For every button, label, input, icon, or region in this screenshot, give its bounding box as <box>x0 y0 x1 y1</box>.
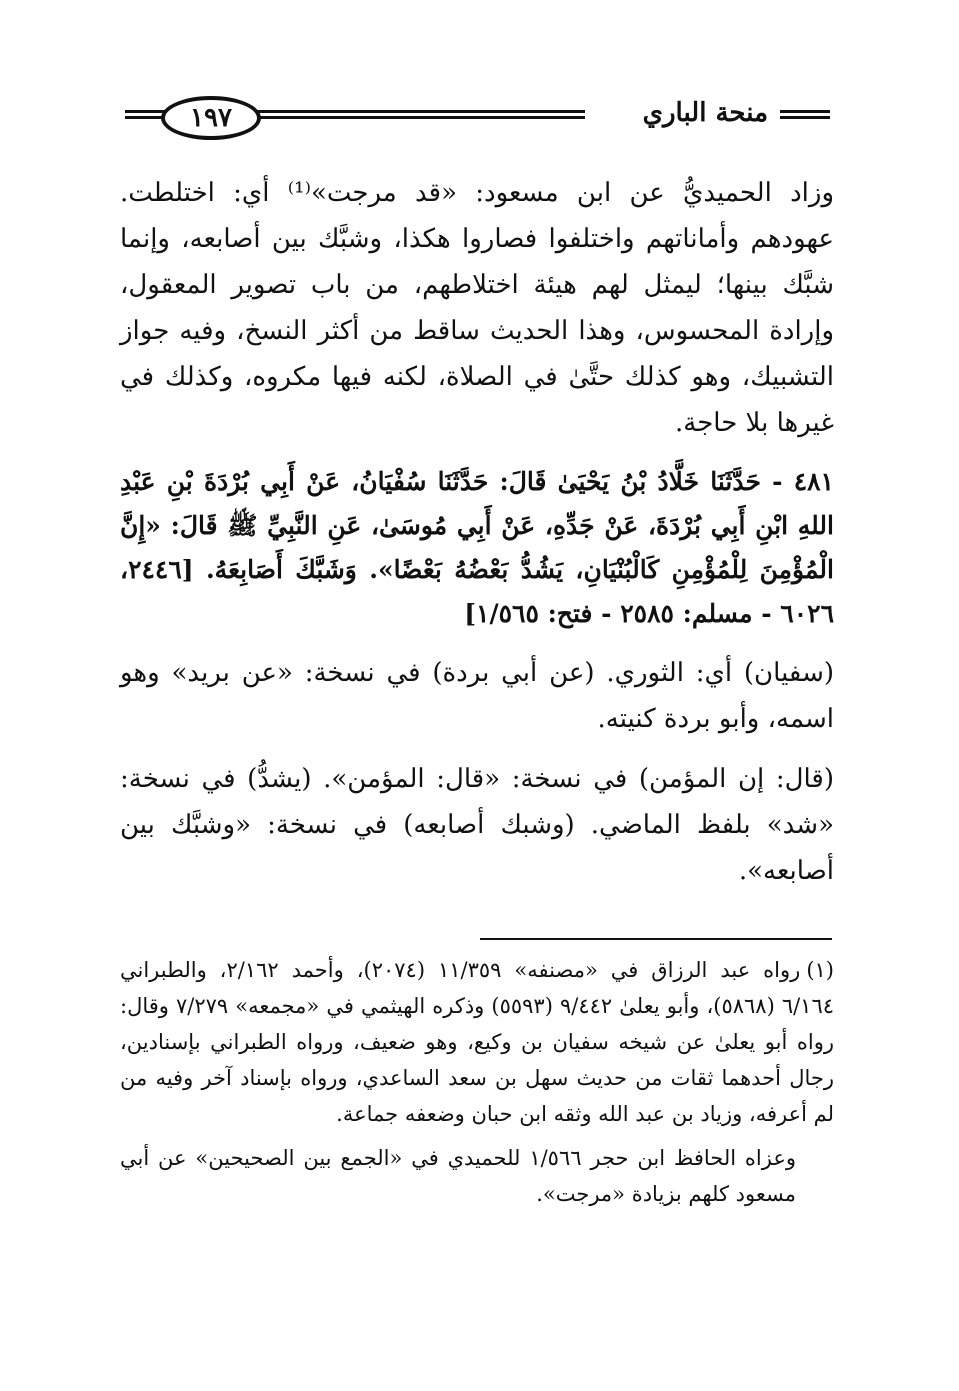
hadith-text: ٤٨١ - حَدَّثَنَا خَلَّادُ بْنُ يَحْيَىٰ قَالَ: حَدَّثَنَا سُفْيَانُ، عَنْ أَبِي بُرْدَةَ بْنِ عَبْدِ اللهِ ابْنِ أَبِي بُرْدَةَ، عَنْ جَدِّهِ، عَنْ أَبِي مُوسَىٰ، عَنِ النَّبِيِّ ﷺ قَالَ: «إِنَّ الْمُؤْمِنَ لِلْمُؤْمِنِ كَالْبُنْيَانِ، يَشُدُّ بَعْضُهُ بَعْضًا». وَشَبَّكَ أَصَابِعَهُ. [٢٤٤٦، ٦٠٢٦ - مسلم: ٢٥٨٥ - فتح: ١/٥٦٥] <box>120 467 834 628</box>
main-text <box>120 170 834 908</box>
header-rule-right <box>780 110 830 122</box>
footnote-continuation: وعزاه الحافظ ابن حجر ١/٥٦٦ للحميدي في «الجمع بين الصحيحين» عن أبي مسعود كلهم بزيادة «مرجت». <box>120 1146 797 1206</box>
page-header <box>125 92 830 152</box>
footnote-number: (١) <box>806 958 834 982</box>
footnote-text: رواه عبد الرزاق في «مصنفه» ١١/٣٥٩ (٢٠٧٤)، وأحمد ٢/١٦٢، والطبراني ٦/١٦٤ (٥٨٦٨)، وأبو يعلىٰ ٩/٤٤٢ (٥٥٩٣) وذكره الهيثمي في «مجمعه» ٧/٢٧٩ وقال: رواه أبو يعلىٰ عن شيخه سفيان بن وكيع، وهو ضعيف، ورواه الطبراني بإسنادين، رجال أحدهما ثقات من حديث سهل بن سعد الساعدي، ورواه بإسناد آخر وفيه من لم أعرفه، وزياد بن عبد الله وثقه ابن حبان وضعفه جماعة. <box>120 958 835 1126</box>
page-number: ١٩٧ <box>161 96 261 140</box>
footnote <box>120 952 834 1132</box>
book-title: منحة الباري <box>642 98 768 128</box>
commentary-paragraph: وزاد الحميديُّ عن ابن مسعود: «قد مرجت»⁽¹⁾ أي: اختلطت. عهودهم وأماناتهم واختلفوا فصاروا هكذا، وشبَّك بين أصابعه، وإنما شبَّك بينها؛ ليمثل لهم هيئة اختلاطهم، من باب تصوير المعقول، وإرادة المحسوس، وهذا الحديث ساقط من أكثر النسخ، وفيه جواز التشبيك، وهو كذلك حتَّىٰ في الصلاة، لكنه فيها مكروه، وكذلك في غيرها بلا حاجة. <box>120 178 834 438</box>
footnotes <box>120 952 834 1212</box>
commentary-paragraph: (قال: إن المؤمن) في نسخة: «قال: المؤمن». (يشدُّ) في نسخة: «شد» بلفظ الماضي. (وشبك أصابعه) في نسخة: «وشبَّك بين أصابعه». <box>120 764 834 886</box>
commentary-paragraph: (سفيان) أي: الثوري. (عن أبي بردة) في نسخة: «عن بريد» وهو اسمه، وأبو بردة كنيته. <box>120 658 834 734</box>
footnote-divider <box>480 938 832 940</box>
